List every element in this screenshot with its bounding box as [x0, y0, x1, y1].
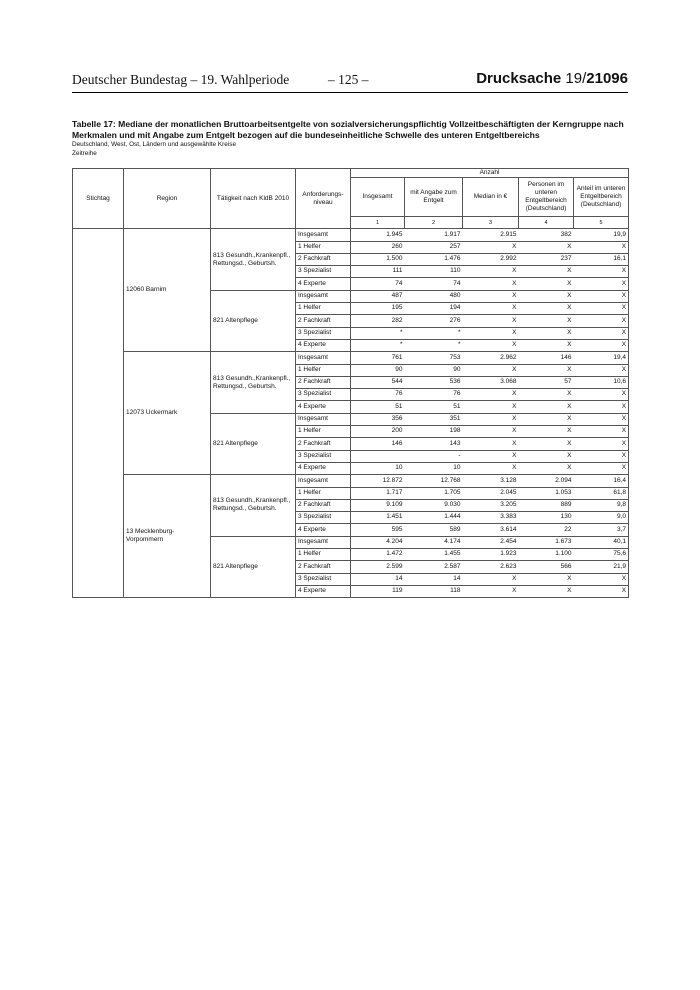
- niveau-cell: 4 Experte: [296, 462, 351, 474]
- table-caption: [72, 119, 632, 158]
- value-cell: 1.945: [351, 229, 405, 241]
- value-cell: X: [519, 426, 574, 438]
- value-cell: X: [574, 303, 629, 315]
- value-cell: 2.599: [351, 561, 405, 573]
- value-cell: X: [574, 413, 629, 425]
- value-cell: 75,6: [574, 549, 629, 561]
- value-cell: 2.962: [463, 352, 519, 364]
- value-cell: 889: [519, 499, 574, 511]
- value-cell: 146: [351, 438, 405, 450]
- page-number: – 125 –: [328, 72, 369, 87]
- niveau-cell: 1 Helfer: [296, 426, 351, 438]
- niveau-cell: 3 Spezialist: [296, 327, 351, 339]
- value-cell: 10: [405, 462, 463, 474]
- column-number: 1: [351, 217, 405, 229]
- value-cell: X: [574, 573, 629, 585]
- value-cell: 276: [405, 315, 463, 327]
- value-cell: X: [463, 278, 519, 290]
- value-cell: X: [519, 438, 574, 450]
- data-table: [72, 168, 629, 598]
- value-cell: 22: [519, 524, 574, 536]
- table-row: [73, 475, 629, 487]
- value-cell: 3.068: [463, 376, 519, 388]
- table-series-note: Zeitreihe: [72, 149, 97, 157]
- value-cell: 566: [519, 561, 574, 573]
- value-cell: X: [463, 438, 519, 450]
- value-cell: 12.872: [351, 475, 405, 487]
- value-cell: 21,9: [574, 561, 629, 573]
- value-cell: 1.705: [405, 487, 463, 499]
- value-cell: X: [574, 426, 629, 438]
- value-cell: 194: [405, 303, 463, 315]
- region-cell: 12073 Uckermark: [124, 352, 211, 475]
- value-cell: 61,8: [574, 487, 629, 499]
- value-cell: 589: [405, 524, 463, 536]
- value-cell: 76: [405, 389, 463, 401]
- value-cell: 57: [519, 376, 574, 388]
- header-region: Region: [124, 169, 211, 229]
- niveau-cell: 3 Spezialist: [296, 389, 351, 401]
- document-number-id: 21096: [586, 70, 628, 87]
- column-number: 3: [463, 217, 519, 229]
- value-cell: 2.587: [405, 561, 463, 573]
- value-cell: X: [519, 364, 574, 376]
- value-cell: *: [405, 339, 463, 351]
- value-cell: 2.915: [463, 229, 519, 241]
- value-cell: 146: [519, 352, 574, 364]
- niveau-cell: 4 Experte: [296, 585, 351, 597]
- value-cell: 1.923: [463, 549, 519, 561]
- value-cell: X: [519, 389, 574, 401]
- value-cell: 10: [351, 462, 405, 474]
- value-cell: X: [463, 290, 519, 302]
- value-cell: 10,6: [574, 376, 629, 388]
- value-cell: X: [574, 315, 629, 327]
- value-cell: 19,9: [574, 229, 629, 241]
- niveau-cell: 2 Fachkraft: [296, 376, 351, 388]
- niveau-cell: 1 Helfer: [296, 303, 351, 315]
- value-cell: 536: [405, 376, 463, 388]
- value-cell: X: [463, 462, 519, 474]
- value-cell: X: [463, 327, 519, 339]
- value-cell: X: [574, 266, 629, 278]
- value-cell: 382: [519, 229, 574, 241]
- value-cell: 4.174: [405, 536, 463, 548]
- value-cell: X: [574, 339, 629, 351]
- publication-title: Deutscher Bundestag – 19. Wahlperiode: [72, 72, 290, 87]
- value-cell: 90: [405, 364, 463, 376]
- value-cell: 351: [405, 413, 463, 425]
- value-cell: X: [463, 585, 519, 597]
- header-mit-angabe: mit Angabe zum Entgelt: [405, 178, 463, 217]
- document-number-period: 19/: [565, 70, 587, 87]
- value-cell: X: [574, 450, 629, 462]
- value-cell: X: [463, 573, 519, 585]
- region-cell: 13 Mecklenburg-Vorpommern: [124, 475, 211, 598]
- value-cell: 195: [351, 303, 405, 315]
- column-number: 5: [574, 217, 629, 229]
- niveau-cell: 1 Helfer: [296, 487, 351, 499]
- value-cell: 119: [351, 585, 405, 597]
- niveau-cell: 3 Spezialist: [296, 512, 351, 524]
- header-anzahl: Anzahl: [351, 169, 629, 178]
- value-cell: 1.500: [351, 253, 405, 265]
- value-cell: X: [463, 413, 519, 425]
- value-cell: X: [519, 315, 574, 327]
- document-number: [476, 70, 628, 87]
- taetigkeit-cell: 821 Altenpflege: [211, 536, 296, 597]
- niveau-cell: Insgesamt: [296, 475, 351, 487]
- column-number: 2: [405, 217, 463, 229]
- niveau-cell: 3 Spezialist: [296, 266, 351, 278]
- niveau-cell: 3 Spezialist: [296, 573, 351, 585]
- niveau-cell: 3 Spezialist: [296, 450, 351, 462]
- value-cell: 487: [351, 290, 405, 302]
- header-rule: [72, 92, 628, 93]
- header-taetigkeit: Tätigkeit nach KldB 2010: [211, 169, 296, 229]
- niveau-cell: 4 Experte: [296, 524, 351, 536]
- value-cell: 19,4: [574, 352, 629, 364]
- header-niveau: Anforderungs-niveau: [296, 169, 351, 229]
- value-cell: X: [574, 401, 629, 413]
- taetigkeit-cell: 813 Gesundh.,Krankenpfl., Rettungsd., Geburtsh.: [211, 475, 296, 536]
- header-anteil: Anteil im unteren Entgeltbereich (Deutschland): [574, 178, 629, 217]
- taetigkeit-cell: 821 Altenpflege: [211, 413, 296, 474]
- value-cell: X: [463, 266, 519, 278]
- value-cell: 595: [351, 524, 405, 536]
- value-cell: 200: [351, 426, 405, 438]
- value-cell: 4.204: [351, 536, 405, 548]
- value-cell: 16,1: [574, 253, 629, 265]
- value-cell: 143: [405, 438, 463, 450]
- value-cell: *: [351, 327, 405, 339]
- value-cell: 1.476: [405, 253, 463, 265]
- value-cell: 2.094: [519, 475, 574, 487]
- value-cell: X: [519, 278, 574, 290]
- header-insgesamt: Insgesamt: [351, 178, 405, 217]
- value-cell: 1.455: [405, 549, 463, 561]
- value-cell: 1.717: [351, 487, 405, 499]
- value-cell: 130: [519, 512, 574, 524]
- value-cell: X: [519, 585, 574, 597]
- value-cell: 2.623: [463, 561, 519, 573]
- value-cell: 1.053: [519, 487, 574, 499]
- region-cell: 12060 Barnim: [124, 229, 211, 352]
- column-number: 4: [519, 217, 574, 229]
- value-cell: 74: [351, 278, 405, 290]
- value-cell: 753: [405, 352, 463, 364]
- value-cell: X: [574, 462, 629, 474]
- value-cell: X: [463, 426, 519, 438]
- niveau-cell: Insgesamt: [296, 352, 351, 364]
- niveau-cell: 4 Experte: [296, 278, 351, 290]
- value-cell: 9,0: [574, 512, 629, 524]
- value-cell: 3.205: [463, 499, 519, 511]
- value-cell: X: [519, 241, 574, 253]
- niveau-cell: Insgesamt: [296, 413, 351, 425]
- niveau-cell: 4 Experte: [296, 401, 351, 413]
- value-cell: 1.472: [351, 549, 405, 561]
- niveau-cell: Insgesamt: [296, 536, 351, 548]
- value-cell: X: [463, 364, 519, 376]
- value-cell: 14: [351, 573, 405, 585]
- table-row: [73, 229, 629, 241]
- niveau-cell: 1 Helfer: [296, 241, 351, 253]
- value-cell: [351, 450, 405, 462]
- value-cell: X: [574, 389, 629, 401]
- header-stichtag: Stichtag: [73, 169, 124, 229]
- value-cell: 12.768: [405, 475, 463, 487]
- value-cell: 1.917: [405, 229, 463, 241]
- niveau-cell: 2 Fachkraft: [296, 315, 351, 327]
- value-cell: 118: [405, 585, 463, 597]
- value-cell: *: [405, 327, 463, 339]
- value-cell: 3,7: [574, 524, 629, 536]
- header-personen: Personen im unteren Entgeltbereich (Deutschland): [519, 178, 574, 217]
- niveau-cell: 2 Fachkraft: [296, 561, 351, 573]
- value-cell: 1.444: [405, 512, 463, 524]
- value-cell: X: [574, 364, 629, 376]
- value-cell: X: [574, 585, 629, 597]
- value-cell: 761: [351, 352, 405, 364]
- taetigkeit-cell: 821 Altenpflege: [211, 290, 296, 351]
- value-cell: X: [574, 241, 629, 253]
- value-cell: 282: [351, 315, 405, 327]
- value-cell: X: [519, 266, 574, 278]
- value-cell: 1.451: [351, 512, 405, 524]
- value-cell: -: [405, 450, 463, 462]
- value-cell: 90: [351, 364, 405, 376]
- taetigkeit-cell: 813 Gesundh.,Krankenpfl., Rettungsd., Geburtsh.: [211, 352, 296, 413]
- taetigkeit-cell: 813 Gesundh.,Krankenpfl., Rettungsd., Geburtsh.: [211, 229, 296, 290]
- table-row: [73, 352, 629, 364]
- niveau-cell: 4 Experte: [296, 339, 351, 351]
- niveau-cell: 1 Helfer: [296, 549, 351, 561]
- value-cell: 16,4: [574, 475, 629, 487]
- value-cell: 9.109: [351, 499, 405, 511]
- value-cell: X: [574, 438, 629, 450]
- niveau-cell: Insgesamt: [296, 229, 351, 241]
- value-cell: X: [463, 339, 519, 351]
- value-cell: 110: [405, 266, 463, 278]
- value-cell: 76: [351, 389, 405, 401]
- value-cell: X: [574, 327, 629, 339]
- table-subtitle: Deutschland, West, Ost, Ländern und ausgewählte Kreise: [72, 141, 237, 148]
- value-cell: X: [519, 450, 574, 462]
- value-cell: 3.383: [463, 512, 519, 524]
- document-number-label: Drucksache: [476, 70, 566, 87]
- value-cell: 198: [405, 426, 463, 438]
- table-body: [73, 229, 629, 598]
- value-cell: 480: [405, 290, 463, 302]
- value-cell: X: [519, 573, 574, 585]
- value-cell: 2.045: [463, 487, 519, 499]
- stichtag-cell: [73, 229, 124, 598]
- value-cell: X: [574, 278, 629, 290]
- value-cell: X: [463, 401, 519, 413]
- value-cell: 544: [351, 376, 405, 388]
- value-cell: X: [519, 303, 574, 315]
- table-title: Tabelle 17: Mediane der monatlichen Bruttoarbeitsentgelte von sozialversicherungspflichtig Vollzeitbeschäftigten der Kerngruppe nach Merkmalen und mit Angabe zum Entgelt bezogen auf die bundeseinheitliche Schwelle des unteren Entgeltbereichs: [72, 119, 624, 140]
- value-cell: 2.454: [463, 536, 519, 548]
- value-cell: X: [519, 339, 574, 351]
- value-cell: 1.100: [519, 549, 574, 561]
- niveau-cell: 1 Helfer: [296, 364, 351, 376]
- value-cell: X: [519, 401, 574, 413]
- value-cell: X: [519, 413, 574, 425]
- value-cell: X: [519, 290, 574, 302]
- value-cell: 51: [405, 401, 463, 413]
- value-cell: 2.992: [463, 253, 519, 265]
- value-cell: 14: [405, 573, 463, 585]
- value-cell: X: [463, 303, 519, 315]
- value-cell: 257: [405, 241, 463, 253]
- value-cell: 9,8: [574, 499, 629, 511]
- table-header: [73, 169, 629, 229]
- value-cell: X: [519, 462, 574, 474]
- value-cell: 9.030: [405, 499, 463, 511]
- value-cell: 40,1: [574, 536, 629, 548]
- value-cell: 51: [351, 401, 405, 413]
- value-cell: 1.673: [519, 536, 574, 548]
- value-cell: 237: [519, 253, 574, 265]
- value-cell: *: [351, 339, 405, 351]
- value-cell: X: [463, 315, 519, 327]
- value-cell: X: [574, 290, 629, 302]
- value-cell: 74: [405, 278, 463, 290]
- value-cell: X: [463, 241, 519, 253]
- value-cell: 3.128: [463, 475, 519, 487]
- value-cell: 356: [351, 413, 405, 425]
- value-cell: 111: [351, 266, 405, 278]
- niveau-cell: 2 Fachkraft: [296, 499, 351, 511]
- value-cell: X: [463, 450, 519, 462]
- value-cell: 260: [351, 241, 405, 253]
- value-cell: X: [463, 389, 519, 401]
- value-cell: 3.614: [463, 524, 519, 536]
- niveau-cell: Insgesamt: [296, 290, 351, 302]
- header-median: Median in €: [463, 178, 519, 217]
- niveau-cell: 2 Fachkraft: [296, 438, 351, 450]
- page-header: [72, 70, 628, 94]
- value-cell: X: [519, 327, 574, 339]
- niveau-cell: 2 Fachkraft: [296, 253, 351, 265]
